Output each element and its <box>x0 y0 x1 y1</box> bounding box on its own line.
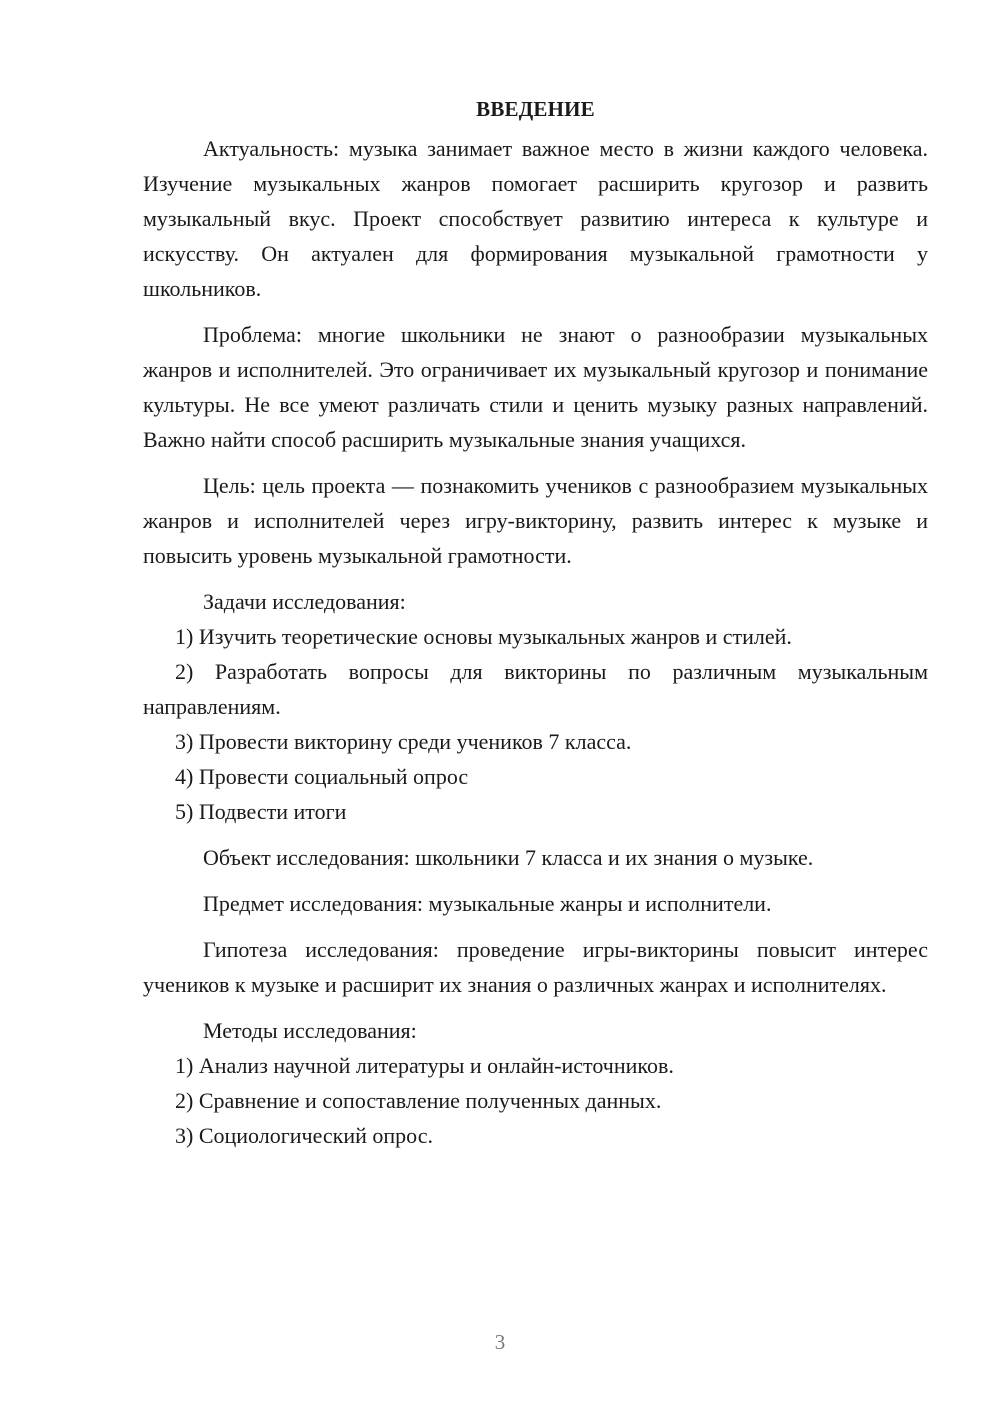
method-item: 3) Социологический опрос. <box>175 1123 433 1148</box>
page-title: ВВЕДЕНИЕ <box>476 97 595 121</box>
methods-heading: Методы исследования: <box>203 1018 417 1043</box>
task-item: 3) Провести викторину среди учеников 7 класса. <box>175 729 632 754</box>
relevance-paragraph: Актуальность: музыка занимает важное место в жизни каждого человека. Изучение музыкальных жанров помогает расширить кругозор и развить музыкальный вкус. Проект способствует развитию интереса к культуре и искусству. Он актуален для формирования музыкальной грамотности у школьников. <box>143 136 928 301</box>
problem-paragraph: Проблема: многие школьники не знают о разнообразии музыкальных жанров и исполнителей. Это ограничивает их музыкальный кругозор и понимание культуры. Не все умеют различать стили и ценить музыку разных направлений. Важно найти способ расширить музыкальные знания учащихся. <box>143 322 928 452</box>
task-item: 2) Разработать вопросы для викторины по различным музыкальным направлениям. <box>143 659 928 719</box>
object-paragraph: Объект исследования: школьники 7 класса и их знания о музыке. <box>203 845 814 870</box>
tasks-heading: Задачи исследования: <box>203 589 406 614</box>
task-item: 4) Провести социальный опрос <box>175 764 469 789</box>
document-page <box>143 92 928 1153</box>
method-item: 1) Анализ научной литературы и онлайн-источников. <box>175 1053 674 1078</box>
page-number: 3 <box>494 1330 506 1354</box>
method-item: 2) Сравнение и сопоставление полученных данных. <box>175 1088 662 1113</box>
task-item: 1) Изучить теоретические основы музыкальных жанров и стилей. <box>175 624 792 649</box>
subject-paragraph: Предмет исследования: музыкальные жанры и исполнители. <box>203 891 772 916</box>
task-item: 5) Подвести итоги <box>175 799 347 824</box>
hypothesis-paragraph: Гипотеза исследования: проведение игры-викторины повысит интерес учеников к музыке и расширит их знания о различных жанрах и исполнителях. <box>143 937 928 997</box>
goal-paragraph: Цель: цель проекта — познакомить учеников с разнообразием музыкальных жанров и исполнителей через игру-викторину, развить интерес к музыке и повысить уровень музыкальной грамотности. <box>143 473 928 568</box>
